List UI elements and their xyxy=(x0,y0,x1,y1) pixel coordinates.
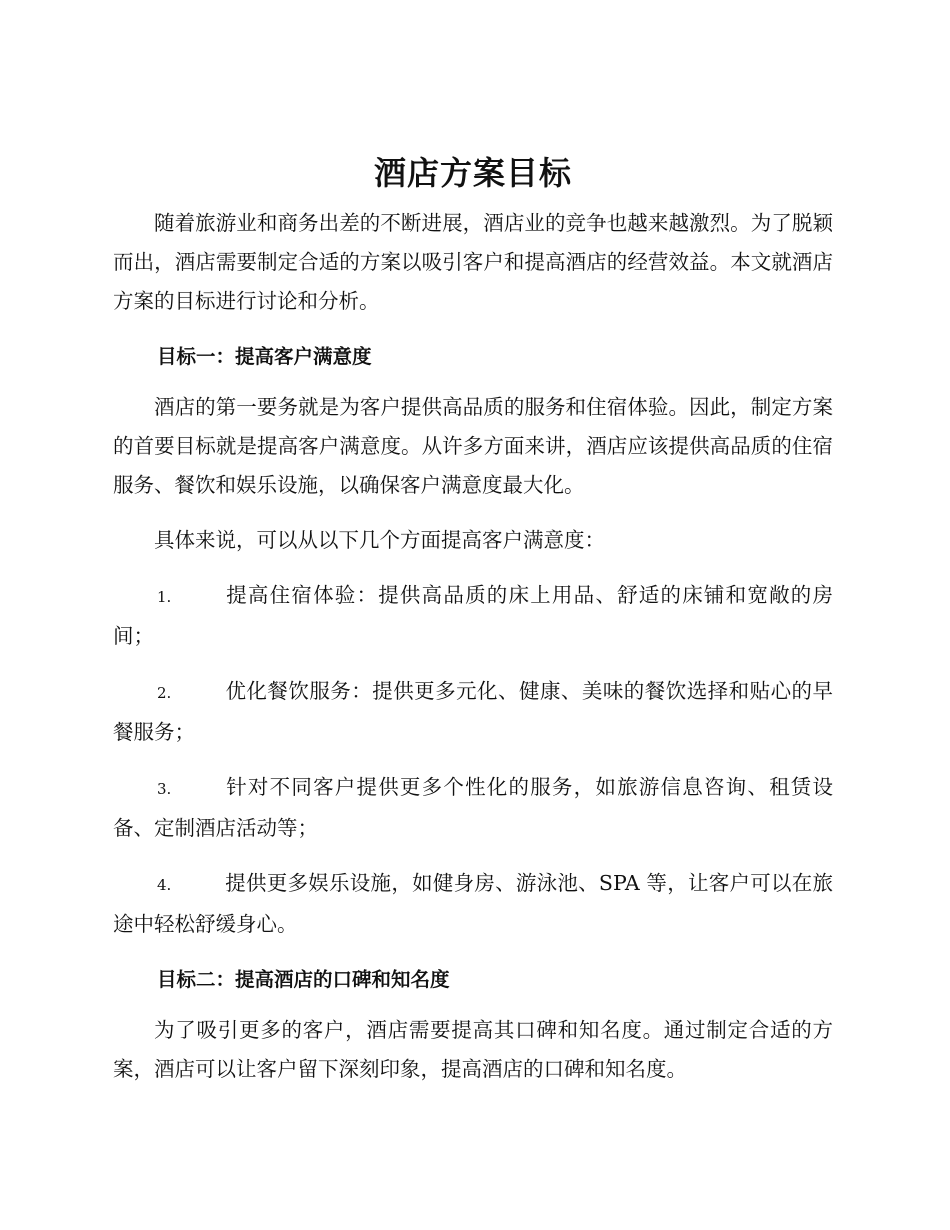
list-item-text: 提高住宿体验：提供高品质的床上用品、舒适的床铺和宽敞的房间； xyxy=(113,583,833,648)
intro-paragraph: 随着旅游业和商务出差的不断进展，酒店业的竞争也越来越激烈。为了脱颖而出，酒店需要制定合适的方案以吸引客户和提高酒店的经营效益。本文就酒店方案的目标进行讨论和分析。 xyxy=(113,211,833,313)
document-title: 酒店方案目标 xyxy=(373,154,572,192)
document-page xyxy=(113,148,833,1089)
goal1-list xyxy=(113,576,833,944)
goal1-paragraph-1: 酒店的第一要务就是为客户提供高品质的服务和住宿体验。因此，制定方案的首要目标就是提高客户满意度。从许多方面来讲，酒店应该提供高品质的住宿服务、餐饮和娱乐设施，以确保客户满意度最大化。 xyxy=(113,395,833,497)
list-item xyxy=(113,768,833,848)
list-item-text: 优化餐饮服务：提供更多元化、健康、美味的餐饮选择和贴心的早餐服务； xyxy=(113,679,833,744)
list-item-number: 2. xyxy=(157,684,172,702)
list-item-text: 提供更多娱乐设施，如健身房、游泳池、SPA 等，让客户可以在旅途中轻松舒缓身心。 xyxy=(113,871,833,936)
list-item-number: 4. xyxy=(157,876,172,894)
list-item xyxy=(113,864,833,944)
list-item-number: 1. xyxy=(157,588,172,606)
goal2-paragraph-1: 为了吸引更多的客户，酒店需要提高其口碑和知名度。通过制定合适的方案，酒店可以让客户留下深刻印象，提高酒店的口碑和知名度。 xyxy=(113,1018,833,1081)
list-item xyxy=(113,576,833,656)
list-item xyxy=(113,672,833,752)
goal1-heading: 目标一：提高客户满意度 xyxy=(157,345,372,368)
list-item-number: 3. xyxy=(157,780,172,798)
goal1-paragraph-2: 具体来说，可以从以下几个方面提高客户满意度： xyxy=(154,528,605,552)
list-item-text: 针对不同客户提供更多个性化的服务，如旅游信息咨询、租赁设备、定制酒店活动等； xyxy=(113,775,833,840)
goal2-heading: 目标二：提高酒店的口碑和知名度 xyxy=(157,968,450,991)
